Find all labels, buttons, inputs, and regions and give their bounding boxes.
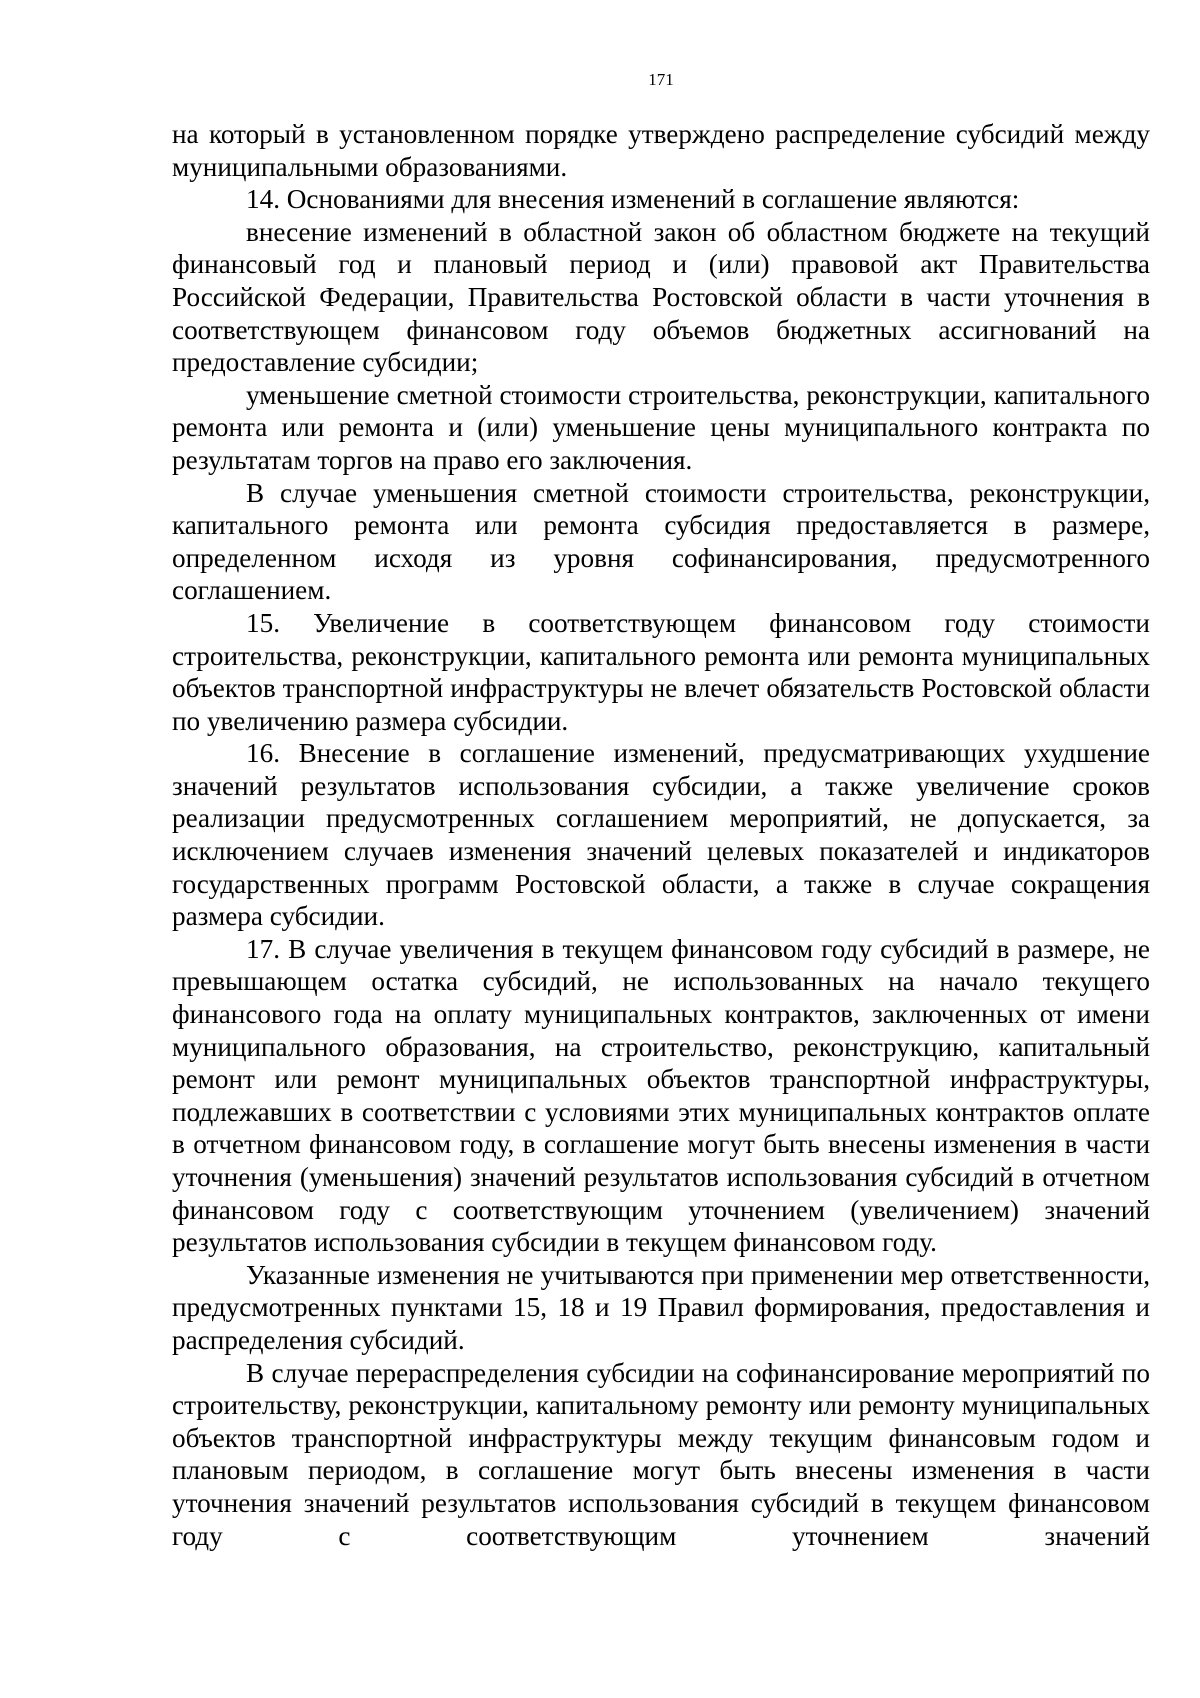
paragraph-item-15: 15. Увеличение в соответствующем финансовом году стоимости строительства, реконструкции, капитального ремонта или ремонта муниципальных объектов транспортной инфраструктуры не влечет обязательств Ростовской области по увеличению размера субсидии. (172, 607, 1150, 736)
document-page (172, 70, 1150, 1552)
document-body (172, 118, 1150, 1552)
paragraph-cost-reduction: уменьшение сметной стоимости строительства, реконструкции, капитального ремонта или ремонта и (или) уменьшение цены муниципального контракта по результатам торгов на право его заключения. (172, 379, 1150, 475)
paragraph-changes-not-counted: Указанные изменения не учитываются при применении мер ответственности, предусмотренных пунктами 15, 18 и 19 Правил формирования, предоставления и распределения субсидий. (172, 1259, 1150, 1355)
paragraph-item-17: 17. В случае увеличения в текущем финансовом году субсидий в размере, не превышающем остатка субсидий, не использованных на начало текущего финансового года на оплату муниципальных контрактов, заключенных от имени муниципального образования, на строительство, реконструкцию, капитальный ремонт или ремонт муниципальных объектов транспортной инфраструктуры, подлежавших в соответствии с условиями этих муниципальных контрактов оплате в отчетном финансовом году, в соглашение могут быть внесены изменения в части уточнения (уменьшения) значений результатов использования субсидий в отчетном финансовом году с соответствующим уточнением (увеличением) значений результатов использования субсидии в текущем финансовом году. (172, 933, 1150, 1258)
page-number: 171 (648, 70, 674, 89)
paragraph-continuation: на который в установленном порядке утверждено распределение субсидий между муниципальными образованиями. (172, 119, 1150, 182)
paragraph-budget-law-change: внесение изменений в областной закон об областном бюджете на текущий финансовый год и плановый период и (или) правовой акт Правительства Российской Федерации, Правительства Ростовской области в части уточнения в соответствующем финансовом году объемов бюджетных ассигнований на предоставление субсидии; (172, 216, 1150, 378)
paragraph-item-14: 14. Основаниями для внесения изменений в соглашение являются: (246, 184, 1020, 215)
paragraph-redistribution: В случае перераспределения субсидии на софинансирование мероприятий по строительству, реконструкции, капитальному ремонту или ремонту муниципальных объектов транспортной инфраструктуры между текущим финансовым годом и плановым периодом, в соглашение могут быть внесены изменения в части уточнения значений результатов использования субсидий в текущем финансовом году с соответствующим уточнением значений (172, 1357, 1150, 1551)
paragraph-reduction-case: В случае уменьшения сметной стоимости строительства, реконструкции, капитального ремонта или ремонта субсидия предоставляется в размере, определенном исходя из уровня софинансирования, предусмотренного соглашением. (172, 477, 1150, 606)
paragraph-item-16: 16. Внесение в соглашение изменений, предусматривающих ухудшение значений результатов использования субсидии, а также увеличение сроков реализации предусмотренных соглашением мероприятий, не допускается, за исключением случаев изменения значений целевых показателей и индикаторов государственных программ Ростовской области, а также в случае сокращения размера субсидии. (172, 738, 1150, 932)
